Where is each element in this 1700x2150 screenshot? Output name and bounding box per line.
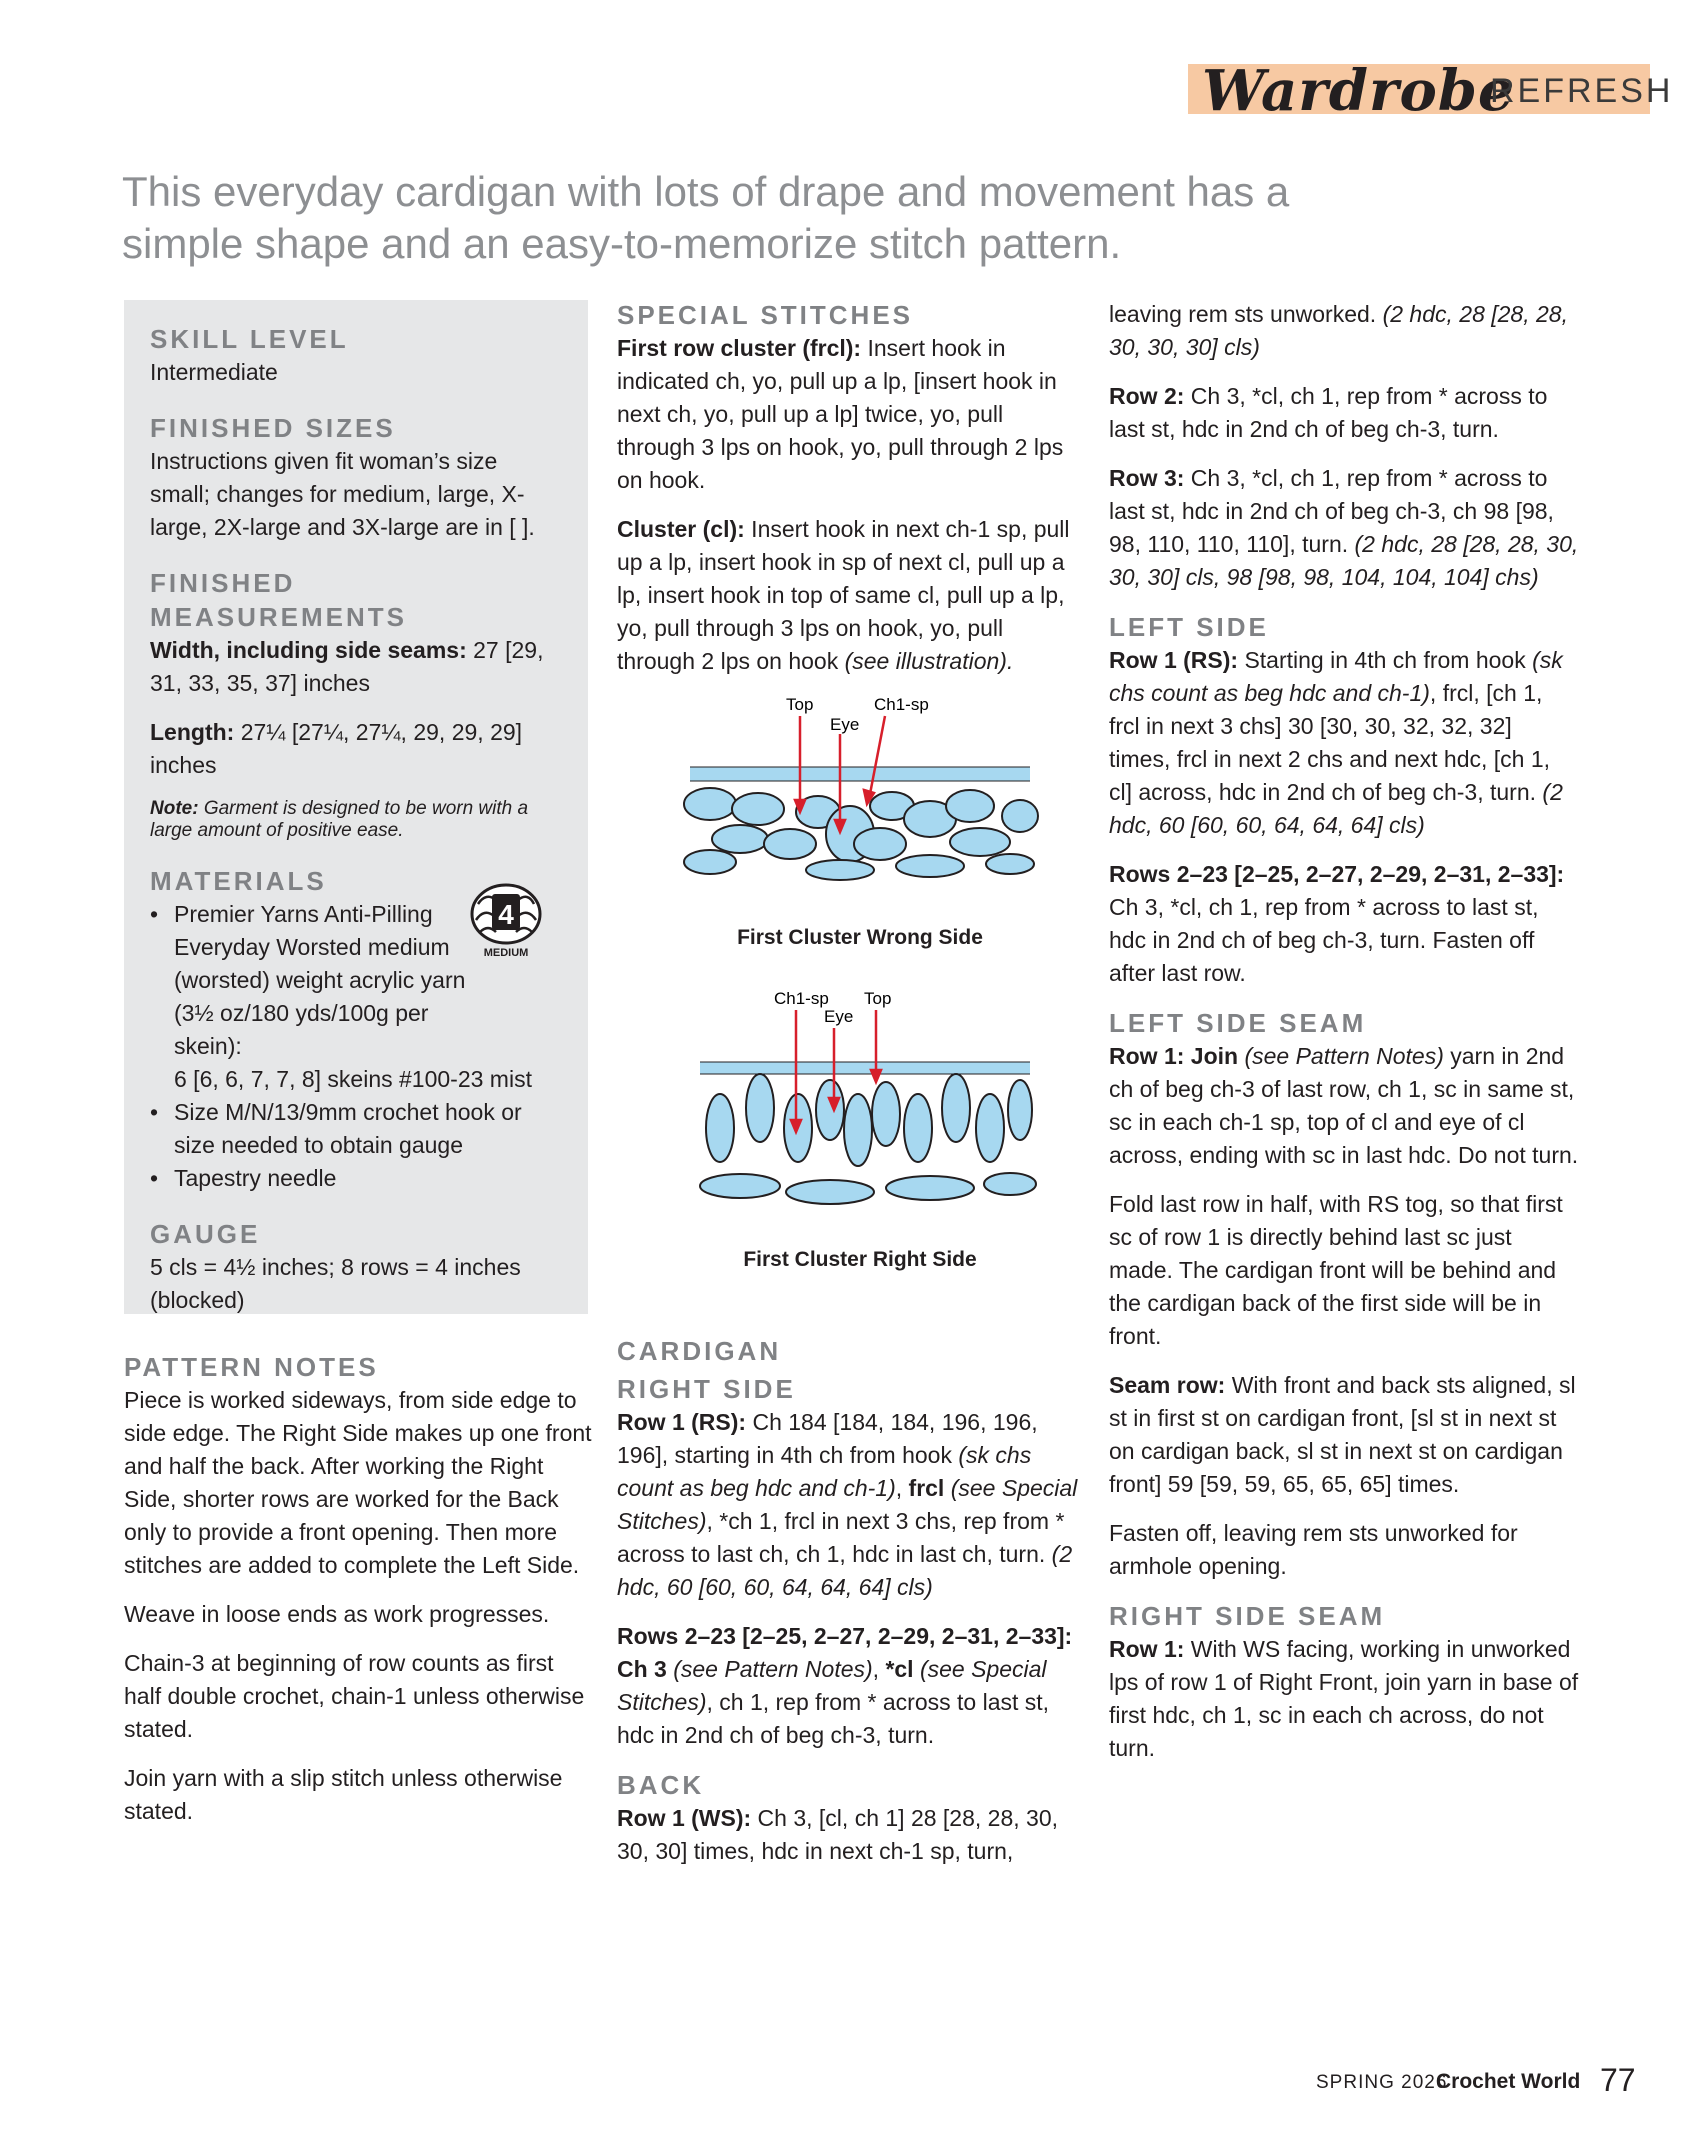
materials-yarn: • Premier Yarns Anti-Pilling Everyday Worsted medium (worsted) weight acrylic yarn (3½ oz/180 yds/100g per skein): [150, 898, 562, 1063]
first-cluster-right-side-diagram [680, 988, 1040, 1288]
back-row-1: Row 1 (WS): Ch 3, [cl, ch 1] 28 [28, 28, 30, 30, 30] times, hdc in next ch-1 sp, turn, [617, 1805, 1059, 1864]
right-side-eye-label: Eye [824, 1007, 854, 1026]
left-side-heading: LEFT SIDE [1109, 612, 1269, 642]
right-side-seam-row-1: Row 1: With WS facing, working in unworked lps of row 1 of Right Front, join yarn in base of first hdc, ch 1, sc in each ch across, do not turn. [1109, 1636, 1579, 1761]
fold-instructions: Fold last row in half, with RS tog, so that first sc of row 1 is directly behind last sc just made. The cardigan front will be behind and the cardigan back of the first side will be in front. [1109, 1191, 1563, 1349]
info-box [124, 300, 588, 1314]
right-side-caption: First Cluster Right Side [743, 1248, 977, 1271]
page-footer [1300, 2062, 1640, 2098]
back-row-1-continued: leaving rem sts unworked. (2 hdc, 28 [28, 28, 30, 30, 30] cls) [1109, 301, 1568, 360]
wrong-side-illustration [680, 694, 1040, 914]
yarn-weight-label: MEDIUM [483, 947, 529, 959]
materials-needle: • Tapestry needle [150, 1162, 562, 1195]
section-tag [1188, 58, 1674, 124]
cardigan-heading: CARDIGAN [617, 1336, 782, 1366]
right-column [1109, 298, 1579, 1781]
finished-sizes-heading: FINISHED SIZES [150, 413, 396, 443]
right-side-seam-heading: RIGHT SIDE SEAM [1109, 1601, 1386, 1631]
finished-measurements-heading: FINISHED MEASUREMENTS [150, 568, 408, 632]
issue-season: SPRING 2026 [1316, 2072, 1448, 2093]
back-row-2: Row 2: Ch 3, *cl, ch 1, rep from * across to last st, hdc in 2nd ch of beg ch-3, turn. [1109, 383, 1548, 442]
left-side-seam-row-1: Row 1: Join (see Pattern Notes) yarn in 2nd ch of beg ch-3 of last row, ch 1, sc in same st, sc in each ch-1 sp, top of cl and eye of cl across, ending with sc in last hdc. Do not turn. [1109, 1043, 1579, 1168]
skill-level: Intermediate [150, 359, 278, 385]
yarn-weight-icon [466, 882, 546, 960]
pattern-note-2: Weave in loose ends as work progresses. [124, 1601, 550, 1627]
left-side-row-1: Row 1 (RS): Starting in 4th ch from hook (sk chs count as beg hdc and ch-1), frcl, [ch 1, frcl in next 3 chs] 30 [30, 30, 32, 32, 32] times, frcl in next 2 chs and next hdc, [ch 1, cl] across, hdc in 2nd ch of beg ch-3, turn. (2 hdc, 60 [60, 60, 64, 64, 64] cls) [1109, 647, 1563, 838]
first-cluster-wrong-side-diagram [680, 694, 1040, 954]
skill-level-heading: SKILL LEVEL [150, 324, 349, 354]
fasten-off: Fasten off, leaving rem sts unworked for armhole opening. [1109, 1520, 1518, 1579]
cl-definition: Cluster (cl): Insert hook in next ch-1 sp, pull up a lp, insert hook in sp of next cl, pull up a lp, insert hook in top of same cl, pull up a lp, yo, pull through 3 lps on hook, yo, pull through 2 lps on hook (see illustration). [617, 516, 1070, 674]
cardigan-instructions [617, 1334, 1083, 1884]
width-measurement: Width, including side seams: 27 [29, 31, 33, 35, 37] inches [150, 637, 544, 696]
right-side-heading: RIGHT SIDE [617, 1374, 796, 1404]
page-number: 77 [1600, 2062, 1636, 2098]
gauge-heading: GAUGE [150, 1219, 261, 1249]
special-stitches [617, 298, 1083, 694]
wrong-side-ch1sp-label: Ch1-sp [874, 695, 929, 714]
magazine-name: Crochet World [1436, 2070, 1581, 2093]
pattern-note-4: Join yarn with a slip stitch unless otherwise stated. [124, 1765, 563, 1824]
left-side-seam-heading: LEFT SIDE SEAM [1109, 1008, 1367, 1038]
back-heading: BACK [617, 1770, 705, 1800]
frcl-definition: First row cluster (frcl): Insert hook in indicated ch, yo, pull up a lp, [insert hook in next ch, yo, pull up a lp] twice, yo, pull through 3 lps on hook, yo, pull through 2 lps on hook. [617, 335, 1064, 493]
materials-heading: MATERIALS [150, 866, 327, 896]
right-side-top-label: Top [864, 989, 892, 1008]
length-measurement: Length: 27¼ [27¼, 27¼, 29, 29, 29] inches [150, 719, 523, 778]
back-row-3: Row 3: Ch 3, *cl, ch 1, rep from * across to last st, hdc in 2nd ch of beg ch-3, ch 98 [98, 98, 110, 110, 110], turn. (2 hdc, 28 [28, 28, 30, 30, 30] cls, 98 [98, 98, 104, 104, 104] chs) [1109, 465, 1579, 590]
pattern-note-1: Piece is worked sideways, from side edge to side edge. The Right Side makes up one front and half the back. After working the Right Side, shorter rows are worked for the Back only to provide a front opening. Then more stitches are added to complete the Left Side. [124, 1387, 592, 1578]
materials-yarn-amount: 6 [6, 6, 7, 7, 8] skeins #100-23 mist [174, 1066, 532, 1092]
intro-text: This everyday cardigan with lots of drape and movement has a simple shape and an easy-to-memorize stitch pattern. [122, 168, 1290, 267]
wrong-side-top-label: Top [786, 695, 814, 714]
yarn-weight-number: 4 [498, 899, 514, 930]
pattern-notes-heading: PATTERN NOTES [124, 1352, 379, 1382]
right-side-rows-2-23: Rows 2–23 [2–25, 2–27, 2–29, 2–31, 2–33]: Ch 3 (see Pattern Notes), *cl (see Special Stitches), ch 1, rep from * across to last st, hdc in 2nd ch of beg ch-3, turn. [617, 1623, 1073, 1748]
section-tag-script: Wardrobe [1202, 58, 1515, 124]
ease-note: Note: Garment is designed to be worn with a large amount of positive ease. [150, 798, 529, 841]
wrong-side-caption: First Cluster Wrong Side [737, 926, 983, 949]
gauge: 5 cls = 4½ inches; 8 rows = 4 inches (blocked) [150, 1254, 521, 1313]
seam-row: Seam row: With front and back sts aligned, sl st in first st on cardigan front, [sl st in next st on cardigan back, sl st in next st on cardigan front] 59 [59, 59, 65, 65, 65] times. [1109, 1372, 1576, 1497]
pattern-notes [124, 1350, 594, 1844]
section-tag-plain: REFRESH [1490, 72, 1674, 110]
right-side-row-1: Row 1 (RS): Ch 184 [184, 184, 196, 196, 196], starting in 4th ch from hook (sk chs count as beg hdc and ch-1), frcl (see Special Stitches), *ch 1, frcl in next 3 chs, rep from * across to last ch, ch 1, hdc in last ch, turn. (2 hdc, 60 [60, 60, 64, 64, 64] cls) [617, 1409, 1078, 1600]
materials-hook: • Size M/N/13/9mm crochet hook or size needed to obtain gauge [150, 1096, 562, 1162]
wrong-side-eye-label: Eye [830, 715, 860, 734]
pattern-note-3: Chain-3 at beginning of row counts as first half double crochet, chain-1 unless otherwise stated. [124, 1650, 585, 1742]
left-side-rows-2-23: Rows 2–23 [2–25, 2–27, 2–29, 2–31, 2–33]: Ch 3, *cl, ch 1, rep from * across to last st, hdc in 2nd ch of beg ch-3, turn. Fasten off after last row. [1109, 861, 1565, 986]
finished-sizes: Instructions given fit woman’s size small; changes for medium, large, X-large, 2X-large and 3X-large are in [ ]. [150, 448, 535, 540]
right-side-ch1sp-label: Ch1-sp [774, 989, 829, 1008]
special-stitches-heading: SPECIAL STITCHES [617, 300, 914, 330]
right-side-illustration [680, 988, 1040, 1228]
